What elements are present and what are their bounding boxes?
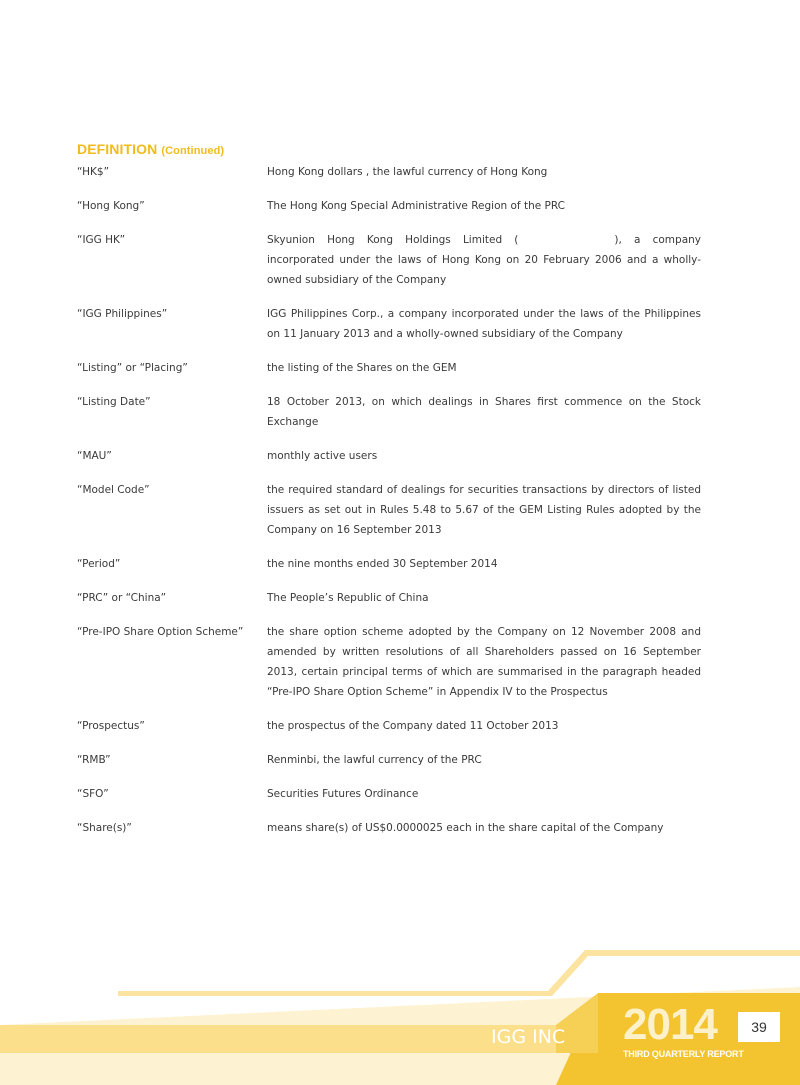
definition-row (77, 162, 701, 182)
definition-term: “IGG Philippines” (77, 308, 168, 320)
report-year: 2014 (623, 1000, 717, 1049)
definition-row (77, 480, 701, 540)
section-subtitle: (Continued) (161, 145, 225, 157)
definition-term: “Pre-IPO Share Option Scheme” (77, 626, 244, 638)
report-title: THIRD QUARTERLY REPORT (623, 1049, 744, 1059)
section-title: DEFINITION (77, 141, 158, 157)
definition-desc: the prospectus of the Company dated 11 October 2013 (267, 720, 559, 732)
definition-row (77, 554, 701, 574)
definition-term: “SFO” (77, 788, 109, 800)
definition-term: “PRC” or “China” (77, 592, 167, 604)
definition-desc-part: ), a company incorporated under the laws of Hong Kong on 20 February 2006 and a wholly-owned subsidiary of the Company (267, 234, 702, 286)
definition-desc: The Hong Kong Special Administrative Region of the PRC (267, 200, 565, 212)
definition-row (77, 588, 701, 608)
definition-desc: the listing of the Shares on the GEM (267, 362, 457, 374)
definition-desc: monthly active users (267, 450, 378, 462)
definition-term: “Listing Date” (77, 396, 151, 408)
definition-row (77, 392, 701, 432)
definition-row (77, 716, 701, 736)
definition-term: “Listing” or “Placing” (77, 362, 188, 374)
definition-desc-part: Skyunion Hong Kong Holdings Limited ( (267, 234, 519, 246)
definition-row (77, 196, 701, 216)
definition-desc (267, 230, 701, 290)
definition-desc: IGG Philippines Corp., a company incorporated under the laws of the Philippines on 11 January 2013 and a wholly-owned subsidiary of the Company (267, 308, 701, 340)
page-number: 39 (738, 1012, 780, 1042)
definition-term: “HK$” (77, 166, 110, 178)
definition-row (77, 622, 701, 702)
definition-row (77, 358, 701, 378)
definition-desc: the share option scheme adopted by the Company on 12 November 2008 and amended by written resolutions of all Shareholders passed on 16 September 2013, certain principal terms of which are summarised in the paragraph headed “Pre-IPO Share Option Scheme” in Appendix IV to the Prospectus (267, 626, 701, 698)
definition-term: “MAU” (77, 450, 112, 462)
definition-row (77, 230, 701, 290)
definition-row (77, 784, 701, 804)
definition-desc: The People’s Republic of China (267, 592, 429, 604)
definition-row (77, 304, 701, 344)
definition-row (77, 818, 701, 838)
definition-desc: the nine months ended 30 September 2014 (267, 558, 498, 570)
definitions-list (77, 162, 701, 852)
section-heading (77, 141, 224, 157)
definition-term: “Period” (77, 558, 121, 570)
definition-desc: means share(s) of US$0.0000025 each in the share capital of the Company (267, 822, 664, 834)
definition-row (77, 750, 701, 770)
definition-term: “IGG HK” (77, 234, 126, 246)
company-name: IGG INC (491, 1026, 566, 1048)
definition-desc: Securities Futures Ordinance (267, 788, 419, 800)
definition-desc: 18 October 2013, on which dealings in Shares first commence on the Stock Exchange (267, 396, 701, 428)
definition-row (77, 446, 701, 466)
definition-desc: Renminbi, the lawful currency of the PRC (267, 754, 482, 766)
footer-stripe (118, 950, 800, 996)
definition-term: “Model Code” (77, 484, 150, 496)
definition-term: “RMB” (77, 754, 111, 766)
definition-term: “Hong Kong” (77, 200, 145, 212)
definition-term: “Prospectus” (77, 720, 145, 732)
definition-desc: Hong Kong dollars , the lawful currency of Hong Kong (267, 166, 548, 178)
definition-desc: the required standard of dealings for securities transactions by directors of listed issuers as set out in Rules 5.48 to 5.67 of the GEM Listing Rules adopted by the Company on 16 September 2013 (267, 484, 701, 536)
definition-term: “Share(s)” (77, 822, 132, 834)
